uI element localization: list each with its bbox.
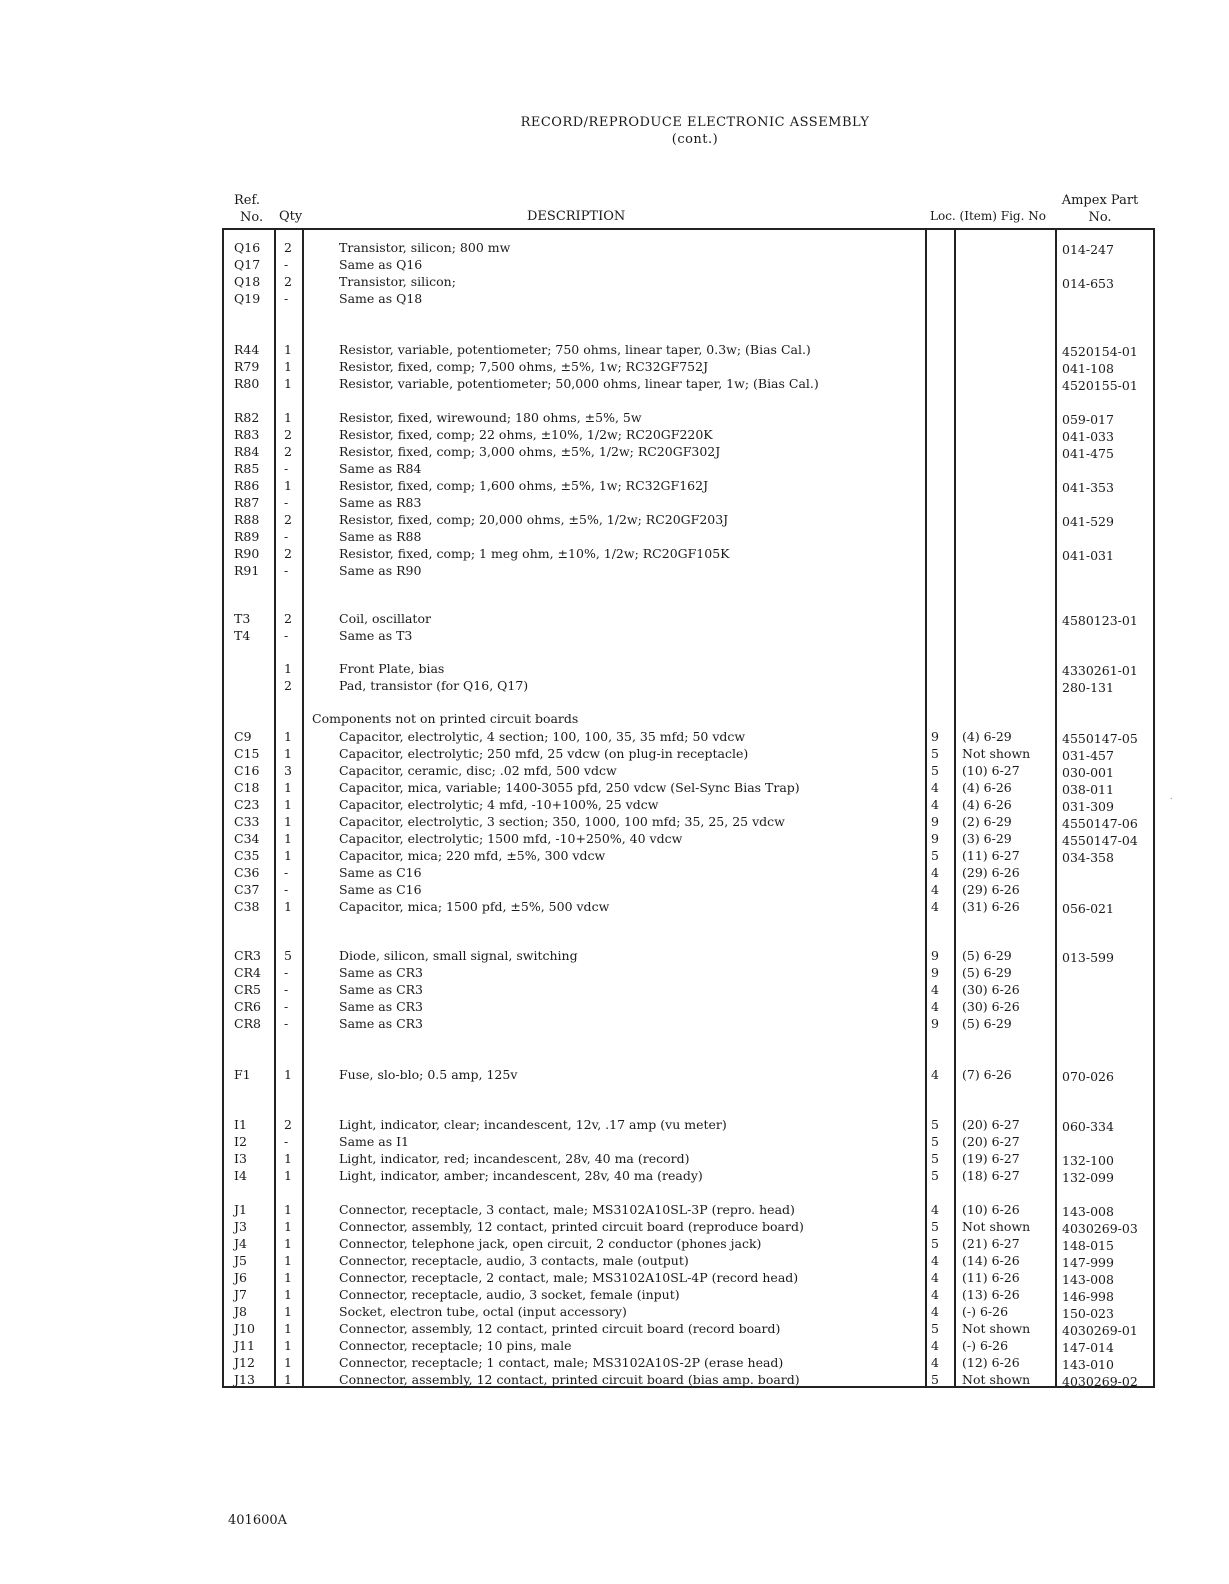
row-ref: J1 — [234, 1202, 247, 1217]
col-divider-item-part — [1055, 228, 1057, 1388]
row-ref: F1 — [234, 1067, 251, 1082]
row-item: (-) 6-26 — [962, 1338, 1009, 1353]
row-desc: Connector, receptacle, audio, 3 contacts, male (output) — [339, 1253, 689, 1268]
row-qty: 1 — [284, 1151, 292, 1166]
row-qty: 2 — [284, 512, 292, 527]
row-qty: - — [284, 1016, 289, 1031]
row-loc: 5 — [931, 763, 939, 778]
row-desc: Same as T3 — [339, 628, 413, 643]
row-part: 059-017 — [1062, 412, 1114, 427]
row-qty: 2 — [284, 274, 292, 289]
row-loc: 9 — [931, 831, 939, 846]
row-part: 4550147-05 — [1062, 731, 1138, 746]
row-qty: 5 — [284, 948, 292, 963]
row-qty: - — [284, 257, 289, 272]
row-desc: Same as I1 — [339, 1134, 409, 1149]
row-loc: 4 — [931, 780, 939, 795]
row-ref: R79 — [234, 359, 260, 374]
row-item: (7) 6-26 — [962, 1067, 1012, 1082]
row-desc: Same as R88 — [339, 529, 422, 544]
col-divider-qty-desc — [302, 228, 304, 1388]
row-part: 132-099 — [1062, 1170, 1114, 1185]
row-loc: 5 — [931, 746, 939, 761]
row-loc: 4 — [931, 1067, 939, 1082]
row-loc: 4 — [931, 1287, 939, 1302]
row-part: 4550147-06 — [1062, 816, 1138, 831]
row-desc: Resistor, fixed, comp; 22 ohms, ±10%, 1/2w; RC20GF220K — [339, 427, 713, 442]
row-desc: Connector, receptacle, 3 contact, male; MS3102A10SL-3P (repro. head) — [339, 1202, 795, 1217]
row-desc: Same as CR3 — [339, 965, 424, 980]
row-item: Not shown — [962, 746, 1031, 761]
row-desc: Same as Q16 — [339, 257, 423, 272]
row-ref: Q17 — [234, 257, 261, 272]
row-item: (29) 6-26 — [962, 882, 1020, 897]
row-item: (3) 6-29 — [962, 831, 1012, 846]
scan-mark: . — [1170, 792, 1173, 801]
row-loc: 5 — [931, 1219, 939, 1234]
row-ref: R85 — [234, 461, 260, 476]
row-ref: I3 — [234, 1151, 247, 1166]
row-item: (11) 6-27 — [962, 848, 1020, 863]
row-loc: 9 — [931, 729, 939, 744]
row-item: (10) 6-26 — [962, 1202, 1020, 1217]
row-item: (20) 6-27 — [962, 1117, 1020, 1132]
row-item: (4) 6-29 — [962, 729, 1012, 744]
row-qty: 1 — [284, 1253, 292, 1268]
col-header-ref-line1: Ref. — [234, 193, 260, 208]
row-ref: R88 — [234, 512, 260, 527]
row-desc: Coil, oscillator — [339, 611, 431, 626]
row-ref: I2 — [234, 1134, 247, 1149]
row-ref: J12 — [234, 1355, 255, 1370]
row-qty: 1 — [284, 729, 292, 744]
row-item: (18) 6-27 — [962, 1168, 1020, 1183]
row-part: 4520154-01 — [1062, 344, 1138, 359]
row-ref: Q18 — [234, 274, 261, 289]
col-header-ref — [234, 192, 263, 226]
row-part: 041-033 — [1062, 429, 1114, 444]
row-loc: 5 — [931, 1151, 939, 1166]
col-divider-ref-qty — [274, 228, 276, 1388]
row-ref: J7 — [234, 1287, 247, 1302]
row-part: 147-014 — [1062, 1340, 1114, 1355]
row-ref: CR5 — [234, 982, 261, 997]
row-part: 031-309 — [1062, 799, 1114, 814]
row-loc: 4 — [931, 999, 939, 1014]
row-qty: - — [284, 461, 289, 476]
col-header-part — [1058, 192, 1142, 226]
row-desc: Same as Q18 — [339, 291, 423, 306]
row-ref: J4 — [234, 1236, 247, 1251]
row-part: 132-100 — [1062, 1153, 1114, 1168]
row-qty: - — [284, 628, 289, 643]
row-desc: Light, indicator, clear; incandescent, 12v, .17 amp (vu meter) — [339, 1117, 727, 1132]
row-item: Not shown — [962, 1219, 1031, 1234]
row-qty: 1 — [284, 1372, 292, 1387]
col-divider-loc-item — [954, 228, 956, 1388]
row-qty: 1 — [284, 797, 292, 812]
row-item: (30) 6-26 — [962, 999, 1020, 1014]
row-desc: Socket, electron tube, octal (input accessory) — [339, 1304, 627, 1319]
row-qty: 1 — [284, 410, 292, 425]
row-ref: I1 — [234, 1117, 247, 1132]
section-heading: Components not on printed circuit boards — [312, 711, 579, 726]
row-ref: J11 — [234, 1338, 255, 1353]
row-loc: 4 — [931, 899, 939, 914]
row-ref: CR6 — [234, 999, 261, 1014]
row-ref: J13 — [234, 1372, 255, 1387]
row-desc: Connector, telephone jack, open circuit, 2 conductor (phones jack) — [339, 1236, 762, 1251]
row-part: 034-358 — [1062, 850, 1114, 865]
row-qty: - — [284, 495, 289, 510]
row-ref: C33 — [234, 814, 260, 829]
row-desc: Same as CR3 — [339, 1016, 424, 1031]
row-qty: 1 — [284, 376, 292, 391]
document-footer-code: 401600A — [228, 1513, 288, 1528]
row-item: (31) 6-26 — [962, 899, 1020, 914]
row-ref: J5 — [234, 1253, 247, 1268]
row-ref: R44 — [234, 342, 260, 357]
row-desc: Capacitor, mica, variable; 1400-3055 pfd, 250 vdcw (Sel-Sync Bias Trap) — [339, 780, 800, 795]
row-part: 4520155-01 — [1062, 378, 1138, 393]
row-ref: R80 — [234, 376, 260, 391]
row-part: 013-599 — [1062, 950, 1114, 965]
row-desc: Resistor, variable, potentiometer; 50,000 ohms, linear taper, 1w; (Bias Cal.) — [339, 376, 819, 391]
row-part: 041-108 — [1062, 361, 1114, 376]
row-ref: R90 — [234, 546, 260, 561]
row-loc: 9 — [931, 1016, 939, 1031]
row-desc: Diode, silicon, small signal, switching — [339, 948, 578, 963]
row-desc: Capacitor, electrolytic, 3 section; 350, 1000, 100 mfd; 35, 25, 25 vdcw — [339, 814, 785, 829]
row-ref: C34 — [234, 831, 260, 846]
row-desc: Light, indicator, red; incandescent, 28v, 40 ma (record) — [339, 1151, 690, 1166]
row-qty: 1 — [284, 1168, 292, 1183]
row-loc: 4 — [931, 982, 939, 997]
col-header-qty: Qty — [279, 209, 303, 224]
col-header-part-line1: Ampex Part — [1061, 193, 1139, 208]
row-part: 038-011 — [1062, 782, 1114, 797]
row-ref: C23 — [234, 797, 260, 812]
row-qty: 1 — [284, 899, 292, 914]
row-ref: C9 — [234, 729, 252, 744]
col-header-description: DESCRIPTION — [527, 209, 626, 224]
row-part: 4030269-03 — [1062, 1221, 1138, 1236]
row-desc: Resistor, fixed, comp; 20,000 ohms, ±5%, 1/2w; RC20GF203J — [339, 512, 729, 527]
row-item: (11) 6-26 — [962, 1270, 1020, 1285]
row-qty: 1 — [284, 1338, 292, 1353]
row-part: 060-334 — [1062, 1119, 1114, 1134]
row-item: (5) 6-29 — [962, 948, 1012, 963]
row-ref: C36 — [234, 865, 260, 880]
row-qty: 1 — [284, 359, 292, 374]
row-ref: Q19 — [234, 291, 261, 306]
row-part: 041-475 — [1062, 446, 1114, 461]
row-item: Not shown — [962, 1372, 1031, 1387]
row-part: 070-026 — [1062, 1069, 1114, 1084]
row-part: 041-529 — [1062, 514, 1114, 529]
col-header-part-line2: No. — [1088, 210, 1112, 225]
row-desc: Capacitor, electrolytic, 4 section; 100, 100, 35, 35 mfd; 50 vdcw — [339, 729, 746, 744]
row-qty: 2 — [284, 427, 292, 442]
row-loc: 5 — [931, 1321, 939, 1336]
row-desc: Resistor, fixed, comp; 1 meg ohm, ±10%, 1/2w; RC20GF105K — [339, 546, 730, 561]
row-desc: Same as R83 — [339, 495, 422, 510]
row-part: 4030269-02 — [1062, 1374, 1138, 1389]
row-item: (10) 6-27 — [962, 763, 1020, 778]
row-ref: R83 — [234, 427, 260, 442]
row-desc: Same as CR3 — [339, 999, 424, 1014]
row-ref: R87 — [234, 495, 260, 510]
row-item: (12) 6-26 — [962, 1355, 1020, 1370]
row-desc: Capacitor, electrolytic; 1500 mfd, -10+250%, 40 vdcw — [339, 831, 683, 846]
row-qty: 1 — [284, 848, 292, 863]
row-ref: I4 — [234, 1168, 247, 1183]
row-qty: 1 — [284, 831, 292, 846]
row-ref: Q16 — [234, 240, 261, 255]
row-desc: Resistor, fixed, comp; 1,600 ohms, ±5%, 1w; RC32GF162J — [339, 478, 709, 493]
row-ref: C38 — [234, 899, 260, 914]
document-subtitle: (cont.) — [671, 132, 719, 147]
row-loc: 4 — [931, 1202, 939, 1217]
row-part: 041-031 — [1062, 548, 1114, 563]
document-title: RECORD/REPRODUCE ELECTRONIC ASSEMBLY — [520, 115, 870, 130]
row-part: 4580123-01 — [1062, 613, 1138, 628]
row-desc: Capacitor, electrolytic; 4 mfd, -10+100%, 25 vdcw — [339, 797, 659, 812]
row-part: 041-353 — [1062, 480, 1114, 495]
row-ref: T3 — [234, 611, 251, 626]
row-qty: 1 — [284, 1287, 292, 1302]
row-ref: C16 — [234, 763, 260, 778]
col-header-loc-item-fig: Loc. (Item) Fig. No — [930, 209, 1046, 223]
row-ref: J8 — [234, 1304, 247, 1319]
row-part: 4550147-04 — [1062, 833, 1138, 848]
row-ref: C35 — [234, 848, 260, 863]
row-qty: 1 — [284, 1321, 292, 1336]
row-qty: - — [284, 965, 289, 980]
row-desc: Same as C16 — [339, 882, 422, 897]
row-qty: 2 — [284, 611, 292, 626]
row-desc: Connector, receptacle, 2 contact, male; MS3102A10SL-4P (record head) — [339, 1270, 799, 1285]
row-qty: 1 — [284, 1236, 292, 1251]
row-loc: 4 — [931, 1304, 939, 1319]
row-item: (29) 6-26 — [962, 865, 1020, 880]
row-qty: - — [284, 882, 289, 897]
row-qty: 2 — [284, 678, 292, 693]
row-qty: - — [284, 999, 289, 1014]
row-part: 031-457 — [1062, 748, 1114, 763]
row-loc: 5 — [931, 1168, 939, 1183]
row-desc: Transistor, silicon; 800 mw — [339, 240, 511, 255]
row-loc: 5 — [931, 1236, 939, 1251]
row-part: 4330261-01 — [1062, 663, 1138, 678]
row-ref: R91 — [234, 563, 260, 578]
row-part: 143-008 — [1062, 1272, 1114, 1287]
row-desc: Resistor, fixed, comp; 3,000 ohms, ±5%, 1/2w; RC20GF302J — [339, 444, 721, 459]
row-item: (14) 6-26 — [962, 1253, 1020, 1268]
row-ref: J10 — [234, 1321, 255, 1336]
row-loc: 5 — [931, 1372, 939, 1387]
row-part: 4030269-01 — [1062, 1323, 1138, 1338]
row-qty: - — [284, 291, 289, 306]
row-qty: 3 — [284, 763, 292, 778]
row-part: 056-021 — [1062, 901, 1114, 916]
row-part: 147-999 — [1062, 1255, 1114, 1270]
row-qty: 1 — [284, 746, 292, 761]
row-qty: 1 — [284, 1355, 292, 1370]
row-ref: C18 — [234, 780, 260, 795]
row-part: 146-998 — [1062, 1289, 1114, 1304]
row-part: 014-247 — [1062, 242, 1114, 257]
row-item: (5) 6-29 — [962, 965, 1012, 980]
row-qty: 1 — [284, 780, 292, 795]
row-loc: 5 — [931, 848, 939, 863]
row-item: (5) 6-29 — [962, 1016, 1012, 1031]
row-ref: J3 — [234, 1219, 247, 1234]
row-desc: Connector, receptacle; 10 pins, male — [339, 1338, 572, 1353]
row-qty: 1 — [284, 1202, 292, 1217]
row-part: 150-023 — [1062, 1306, 1114, 1321]
row-desc: Connector, assembly, 12 contact, printed circuit board (record board) — [339, 1321, 781, 1336]
row-desc: Capacitor, mica; 220 mfd, ±5%, 300 vdcw — [339, 848, 606, 863]
row-qty: 2 — [284, 444, 292, 459]
row-desc: Capacitor, ceramic, disc; .02 mfd, 500 vdcw — [339, 763, 617, 778]
row-ref: R84 — [234, 444, 260, 459]
row-loc: 4 — [931, 865, 939, 880]
row-desc: Resistor, fixed, wirewound; 180 ohms, ±5%, 5w — [339, 410, 642, 425]
row-desc: Capacitor, electrolytic; 250 mfd, 25 vdcw (on plug-in receptacle) — [339, 746, 749, 761]
col-header-ref-line2: No. — [240, 210, 264, 225]
row-loc: 5 — [931, 1117, 939, 1132]
row-item: (4) 6-26 — [962, 780, 1012, 795]
row-loc: 4 — [931, 1355, 939, 1370]
row-ref: CR3 — [234, 948, 261, 963]
row-loc: 4 — [931, 882, 939, 897]
row-desc: Transistor, silicon; — [339, 274, 456, 289]
row-ref: R89 — [234, 529, 260, 544]
row-part: 030-001 — [1062, 765, 1114, 780]
row-desc: Resistor, variable, potentiometer; 750 ohms, linear taper, 0.3w; (Bias Cal.) — [339, 342, 811, 357]
row-ref: J6 — [234, 1270, 247, 1285]
row-ref: R86 — [234, 478, 260, 493]
row-loc: 5 — [931, 1134, 939, 1149]
row-loc: 4 — [931, 1270, 939, 1285]
row-qty: - — [284, 865, 289, 880]
row-qty: - — [284, 563, 289, 578]
row-item: (20) 6-27 — [962, 1134, 1020, 1149]
row-loc: 4 — [931, 1253, 939, 1268]
row-part: 280-131 — [1062, 680, 1114, 695]
row-loc: 4 — [931, 797, 939, 812]
row-part: 148-015 — [1062, 1238, 1114, 1253]
row-desc: Resistor, fixed, comp; 7,500 ohms, ±5%, 1w; RC32GF752J — [339, 359, 709, 374]
row-qty: 2 — [284, 1117, 292, 1132]
row-ref: CR8 — [234, 1016, 261, 1031]
row-qty: 1 — [284, 814, 292, 829]
row-desc: Fuse, slo-blo; 0.5 amp, 125v — [339, 1067, 518, 1082]
row-loc: 9 — [931, 948, 939, 963]
row-desc: Light, indicator, amber; incandescent, 28v, 40 ma (ready) — [339, 1168, 703, 1183]
row-qty: - — [284, 529, 289, 544]
row-ref: R82 — [234, 410, 260, 425]
row-item: Not shown — [962, 1321, 1031, 1336]
row-qty: 2 — [284, 240, 292, 255]
row-ref: C37 — [234, 882, 260, 897]
row-qty: 1 — [284, 342, 292, 357]
row-item: (19) 6-27 — [962, 1151, 1020, 1166]
row-qty: 1 — [284, 661, 292, 676]
row-qty: 1 — [284, 478, 292, 493]
row-part: 143-010 — [1062, 1357, 1114, 1372]
row-item: (4) 6-26 — [962, 797, 1012, 812]
row-desc: Connector, receptacle, audio, 3 socket, female (input) — [339, 1287, 680, 1302]
row-qty: 1 — [284, 1270, 292, 1285]
row-desc: Connector, assembly, 12 contact, printed circuit board (reproduce board) — [339, 1219, 804, 1234]
row-desc: Front Plate, bias — [339, 661, 445, 676]
row-item: (2) 6-29 — [962, 814, 1012, 829]
row-qty: - — [284, 1134, 289, 1149]
row-part: 014-653 — [1062, 276, 1114, 291]
row-item: (13) 6-26 — [962, 1287, 1020, 1302]
row-ref: C15 — [234, 746, 260, 761]
row-loc: 4 — [931, 1338, 939, 1353]
row-ref: T4 — [234, 628, 251, 643]
row-qty: 1 — [284, 1304, 292, 1319]
row-desc: Same as R84 — [339, 461, 422, 476]
row-desc: Pad, transistor (for Q16, Q17) — [339, 678, 529, 693]
row-desc: Connector, receptacle; 1 contact, male; MS3102A10S-2P (erase head) — [339, 1355, 784, 1370]
row-qty: 2 — [284, 546, 292, 561]
row-qty: 1 — [284, 1219, 292, 1234]
row-desc: Same as R90 — [339, 563, 422, 578]
row-desc: Capacitor, mica; 1500 pfd, ±5%, 500 vdcw — [339, 899, 610, 914]
row-loc: 9 — [931, 965, 939, 980]
row-item: (30) 6-26 — [962, 982, 1020, 997]
row-qty: 1 — [284, 1067, 292, 1082]
row-desc: Same as CR3 — [339, 982, 424, 997]
row-desc: Same as C16 — [339, 865, 422, 880]
row-qty: - — [284, 982, 289, 997]
row-loc: 9 — [931, 814, 939, 829]
row-item: (-) 6-26 — [962, 1304, 1009, 1319]
row-desc: Connector, assembly, 12 contact, printed circuit board (bias amp. board) — [339, 1372, 800, 1387]
col-divider-desc-loc — [925, 228, 927, 1388]
row-item: (21) 6-27 — [962, 1236, 1020, 1251]
row-ref: CR4 — [234, 965, 261, 980]
row-part: 143-008 — [1062, 1204, 1114, 1219]
